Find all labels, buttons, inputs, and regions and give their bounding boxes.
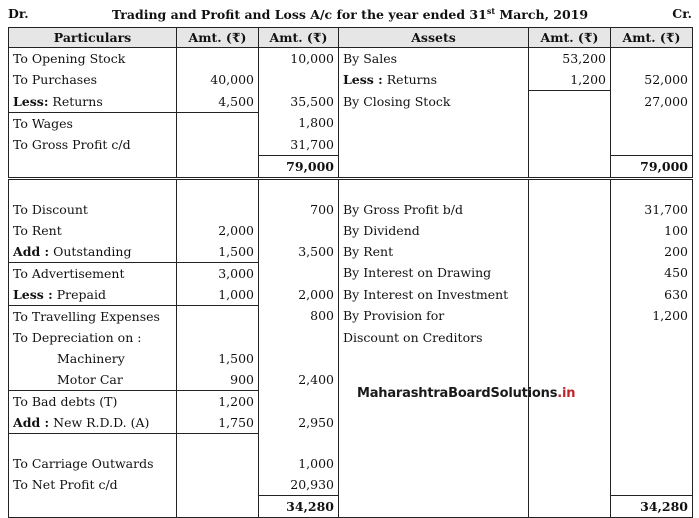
table-row: Add : New R.D.D. (A) 1,750 2,950 [9, 412, 693, 434]
table-row: To Wages 1,800 [9, 112, 693, 134]
table-row: To Advertisement 3,000 By Interest on Drawing 450 [9, 262, 693, 284]
total-row [9, 495, 693, 517]
table-row: To Gross Profit c/d 31,700 [9, 134, 693, 156]
col-amt-3: Amt. (₹) [529, 28, 611, 48]
table-row: To Carriage Outwards 1,000 [9, 453, 693, 474]
table-row: Add : Outstanding 1,500 3,500 By Rent 200 [9, 241, 693, 263]
col-amt-2: Amt. (₹) [259, 28, 339, 48]
table-row: To Depreciation on : Discount on Creditors [9, 327, 693, 348]
credit-label: Cr. [672, 6, 692, 21]
table-row: To Opening Stock 10,000 By Sales 53,200 [9, 48, 693, 70]
col-particulars: Particulars [9, 28, 177, 48]
total-row [9, 155, 693, 178]
table-row: To Discount 700 By Gross Profit b/d 31,700 [9, 199, 693, 220]
table-row: Less: Returns 4,500 35,500 By Closing Stock 27,000 [9, 91, 693, 113]
statement-title: Trading and Profit and Loss A/c for the year ended 31st March, 2019 [111, 6, 589, 23]
table-row: Machinery 1,500 [9, 348, 693, 369]
spacer-row [9, 178, 693, 199]
pl-total-right: 34,280 [611, 495, 693, 517]
pl-total-left: 34,280 [259, 495, 339, 517]
trading-total-left: 79,000 [259, 155, 339, 178]
table-row: To Net Profit c/d 20,930 [9, 474, 693, 496]
table-row: Motor Car 900 2,400 [9, 369, 693, 391]
statement-header [8, 4, 692, 24]
table-header-row [9, 28, 693, 48]
debit-label: Dr. [8, 6, 29, 21]
table-row: To Bad debts (T) 1,200 [9, 390, 693, 412]
col-assets: Assets [339, 28, 529, 48]
col-amt-4: Amt. (₹) [611, 28, 693, 48]
table-row: To Purchases 40,000 Less : Returns 1,200 52,000 [9, 69, 693, 91]
trading-total-right: 79,000 [611, 155, 693, 178]
spacer-row [9, 433, 693, 453]
col-amt-1: Amt. (₹) [177, 28, 259, 48]
watermark-text: MaharashtraBoardSolutions.in [357, 386, 576, 401]
trading-pl-account-table [8, 27, 693, 518]
table-row: To Rent 2,000 By Dividend 100 [9, 220, 693, 241]
table-row: Less : Prepaid 1,000 2,000 By Interest on Investment 630 [9, 284, 693, 306]
table-row: To Travelling Expenses 800 By Provision for 1,200 [9, 305, 693, 327]
